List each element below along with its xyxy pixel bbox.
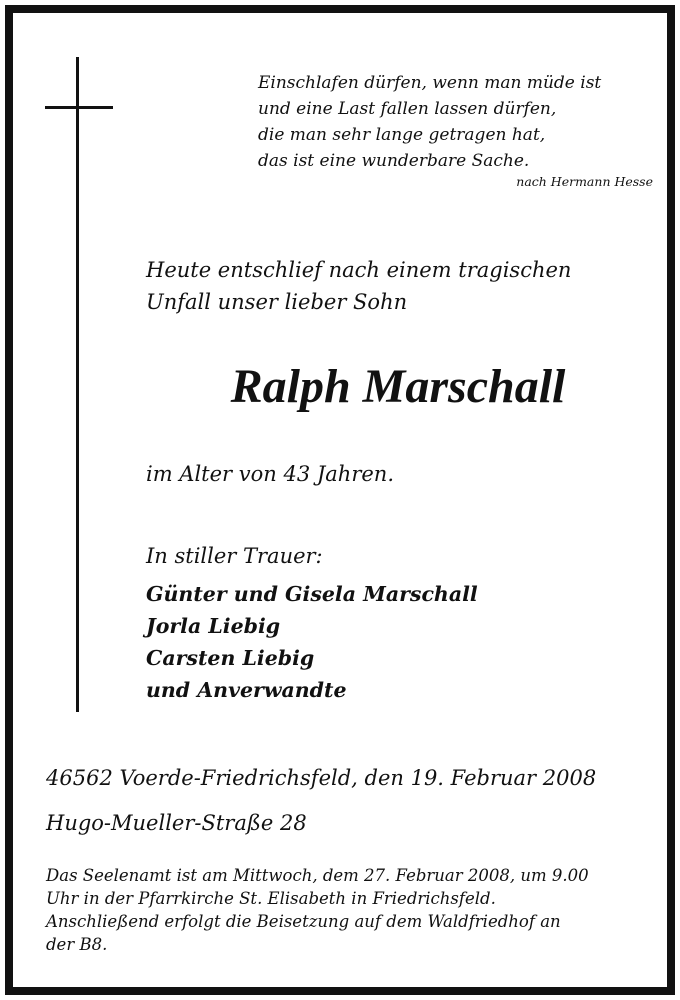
cross-horizontal-bar [45,106,113,109]
service-notice [46,864,674,956]
hesse-quote [258,70,658,174]
quote-line: und eine Last fallen lassen dürfen, [258,99,557,119]
death-announcement [146,254,666,318]
mourner-name: und Anverwandte [146,678,347,702]
place-and-date: 46562 Voerde-Friedrichsfeld, den 19. Februar 2008 [46,766,597,790]
announcement-line-2: Unfall unser lieber Sohn [146,290,408,314]
mourner-name: Carsten Liebig [146,646,315,670]
announcement-line-1: Heute entschlief nach einem tragischen [146,258,572,282]
mourning-intro: In stiller Trauer: [146,544,323,568]
deceased-name: Ralph Marschall [230,360,566,413]
quote-line: die man sehr lange getragen hat, [258,125,546,145]
cross-vertical-bar [76,57,79,712]
family-address: Hugo-Mueller-Straße 28 [46,811,307,835]
mourner-name: Günter und Gisela Marschall [146,582,478,606]
service-line: der B8. [46,935,108,954]
mourners-list [146,578,606,706]
quote-line: das ist eine wunderbare Sache. [258,151,530,171]
quote-source: nach Hermann Hesse [516,174,653,189]
obituary-frame [5,5,675,995]
service-line: Uhr in der Pfarrkirche St. Elisabeth in Friedrichsfeld. [46,889,496,908]
mourner-name: Jorla Liebig [146,614,281,638]
service-line: Anschließend erfolgt die Beisetzung auf dem Waldfriedhof an [46,912,561,931]
deceased-age: im Alter von 43 Jahren. [146,462,395,486]
quote-line: Einschlafen dürfen, wenn man müde ist [258,73,602,93]
service-line: Das Seelenamt ist am Mittwoch, dem 27. Februar 2008, um 9.00 [46,866,589,885]
